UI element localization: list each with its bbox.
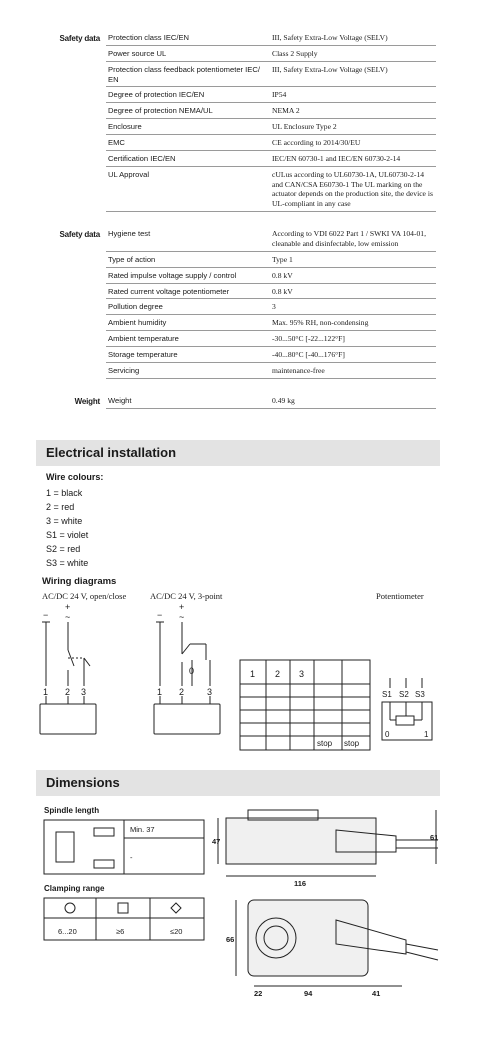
- symbol-minus: −: [157, 610, 163, 620]
- dimension-drawings: [36, 790, 446, 1030]
- row-key: Pollution degree: [108, 302, 163, 312]
- symbol-minus: −: [43, 610, 49, 620]
- stop-label: stop: [317, 739, 333, 748]
- wiring-diagrams-title: Wiring diagrams: [42, 576, 117, 587]
- row-key: Ambient humidity: [108, 318, 167, 328]
- row-value: 3: [272, 302, 276, 312]
- table-row: [106, 363, 436, 379]
- group-rows: [106, 30, 436, 212]
- switch-position-zero: 0: [189, 666, 195, 676]
- safety-data-group-2: [40, 226, 436, 379]
- symbol-plus: +: [65, 602, 71, 612]
- wire-colour-item: 2 = red: [46, 502, 75, 512]
- table-row: [106, 347, 436, 363]
- pot-one: 1: [424, 730, 429, 739]
- table-row: [106, 135, 436, 151]
- group-label: Safety data: [59, 34, 100, 43]
- row-key: Hygiene test: [108, 229, 151, 239]
- row-value: maintenance-free: [272, 365, 325, 375]
- row-key: Storage temperature: [108, 350, 178, 360]
- terminal-1: 1: [43, 687, 49, 697]
- section-title-dimensions: Dimensions: [36, 770, 440, 796]
- row-value: -30...50°C [-22...122°F]: [272, 334, 345, 344]
- row-key: EMC: [108, 138, 125, 148]
- table-row: [106, 87, 436, 103]
- table-row: [106, 167, 436, 212]
- table-row: [106, 62, 436, 88]
- table-row: [106, 268, 436, 284]
- clamping-range-title: Clamping range: [44, 884, 105, 893]
- row-key: Degree of protection NEMA/UL: [108, 106, 213, 116]
- table-row: [106, 46, 436, 62]
- dim-94: 94: [304, 989, 313, 998]
- dim-22: 22: [254, 989, 263, 998]
- clamp-diamond: ≤20: [170, 927, 183, 936]
- group-rows: [106, 393, 436, 409]
- row-key: Rated impulse voltage supply / control: [108, 270, 237, 280]
- wire-colour-item: S1 = violet: [46, 530, 89, 540]
- row-value: III, Safety Extra-Low Voltage (SELV): [272, 64, 388, 74]
- pot-terminal-s2: S2: [399, 690, 409, 699]
- row-value: IEC/EN 60730-1 and IEC/EN 60730-2-14: [272, 153, 401, 163]
- row-key: UL Approval: [108, 169, 150, 179]
- wire-colours-title: Wire colours:: [46, 472, 104, 482]
- spindle-min-length: Min. 37: [130, 825, 155, 834]
- table-row: [106, 284, 436, 300]
- stop-label: stop: [344, 739, 360, 748]
- group-label: Safety data: [59, 230, 100, 240]
- row-value: IP54: [272, 90, 287, 100]
- row-value: NEMA 2: [272, 106, 300, 116]
- table-row: [106, 226, 436, 252]
- dim-116: 116: [294, 879, 307, 888]
- row-key: Protection class feedback potentiometer IEC/ EN: [108, 64, 260, 84]
- weight-group: [40, 393, 436, 409]
- terminal-2: 2: [65, 687, 71, 697]
- section-title-electrical: Electrical installation: [36, 440, 440, 466]
- wiring-diagrams: [36, 600, 446, 760]
- table-header-3: 3: [299, 669, 305, 679]
- dim-66: 66: [226, 935, 235, 944]
- symbol-plus: +: [179, 602, 185, 612]
- symbol-tilde: ~: [179, 612, 185, 622]
- wiring-label-open-close: AC/DC 24 V, open/close: [42, 591, 127, 601]
- row-value: Class 2 Supply: [272, 48, 318, 58]
- table-row: [106, 331, 436, 347]
- wire-colour-item: 3 = white: [46, 516, 83, 526]
- group-rows: [106, 226, 436, 379]
- row-key: Type of action: [108, 254, 156, 264]
- wire-colour-item: S3 = white: [46, 558, 89, 568]
- row-value: Type 1: [272, 254, 293, 264]
- row-key: Ambient temperature: [108, 334, 179, 344]
- row-key: Weight: [108, 395, 132, 405]
- row-value: According to VDI 6022 Part 1 / SWKI VA 104-01, cleanable and disinfectable, low emission: [272, 229, 426, 249]
- dim-47: 47: [212, 837, 221, 846]
- terminal-1: 1: [157, 687, 163, 697]
- terminal-3: 3: [81, 687, 87, 697]
- row-key: Enclosure: [108, 122, 142, 132]
- wire-colour-item: 1 = black: [46, 488, 83, 498]
- table-row: [106, 252, 436, 268]
- table-row: [106, 119, 436, 135]
- row-value: 0.49 kg: [272, 395, 295, 405]
- dim-61: 61: [430, 833, 439, 842]
- row-value: Max. 95% RH, non-condensing: [272, 318, 369, 328]
- row-key: Rated current voltage potentiometer: [108, 286, 230, 296]
- wiring-label-3-point: AC/DC 24 V, 3-point: [150, 591, 223, 601]
- symbol-tilde: ~: [65, 612, 71, 622]
- table-row: [106, 393, 436, 409]
- table-row: [106, 103, 436, 119]
- table-row: [106, 299, 436, 315]
- wiring-label-potentiometer: Potentiometer: [376, 591, 424, 601]
- pot-terminal-s3: S3: [415, 690, 425, 699]
- terminal-3: 3: [207, 687, 213, 697]
- table-row: [106, 30, 436, 46]
- clamp-round: 6...20: [58, 927, 77, 936]
- row-value: CE according to 2014/30/EU: [272, 138, 361, 148]
- table-row: [106, 151, 436, 167]
- terminal-2: 2: [179, 687, 185, 697]
- table-header-1: 1: [250, 669, 256, 679]
- clamp-square: ≥6: [116, 927, 125, 936]
- row-value: 0.8 kV: [272, 270, 293, 280]
- dim-41: 41: [372, 989, 381, 998]
- table-row: [106, 315, 436, 331]
- row-key: Degree of protection IEC/EN: [108, 90, 205, 100]
- row-key: Protection class IEC/EN: [108, 33, 190, 42]
- row-value: III, Safety Extra-Low Voltage (SELV): [272, 33, 388, 42]
- pot-zero: 0: [385, 730, 390, 739]
- row-value: 0.8 kV: [272, 286, 293, 296]
- wire-colours-list: [46, 486, 88, 570]
- row-value: cULus according to UL60730-1A, UL60730-2-14 and CAN/CSA E60730-1 The UL marking on the actuator depends on the production site, the device is UL-compliant in any case: [272, 169, 433, 209]
- table-header-2: 2: [275, 669, 281, 679]
- spindle-length-title: Spindle length: [44, 806, 100, 815]
- spindle-dash: -: [130, 853, 133, 862]
- group-label: Weight: [74, 396, 100, 406]
- pot-terminal-s1: S1: [382, 690, 392, 699]
- row-value: -40...80°C [-40...176°F]: [272, 350, 345, 360]
- row-key: Power source UL: [108, 48, 167, 58]
- wire-colour-item: S2 = red: [46, 544, 81, 554]
- safety-data-group-1: [40, 30, 436, 212]
- technical-data-table: [40, 30, 436, 409]
- row-key: Certification IEC/EN: [108, 153, 176, 163]
- row-key: Servicing: [108, 365, 140, 375]
- row-value: UL Enclosure Type 2: [272, 122, 337, 132]
